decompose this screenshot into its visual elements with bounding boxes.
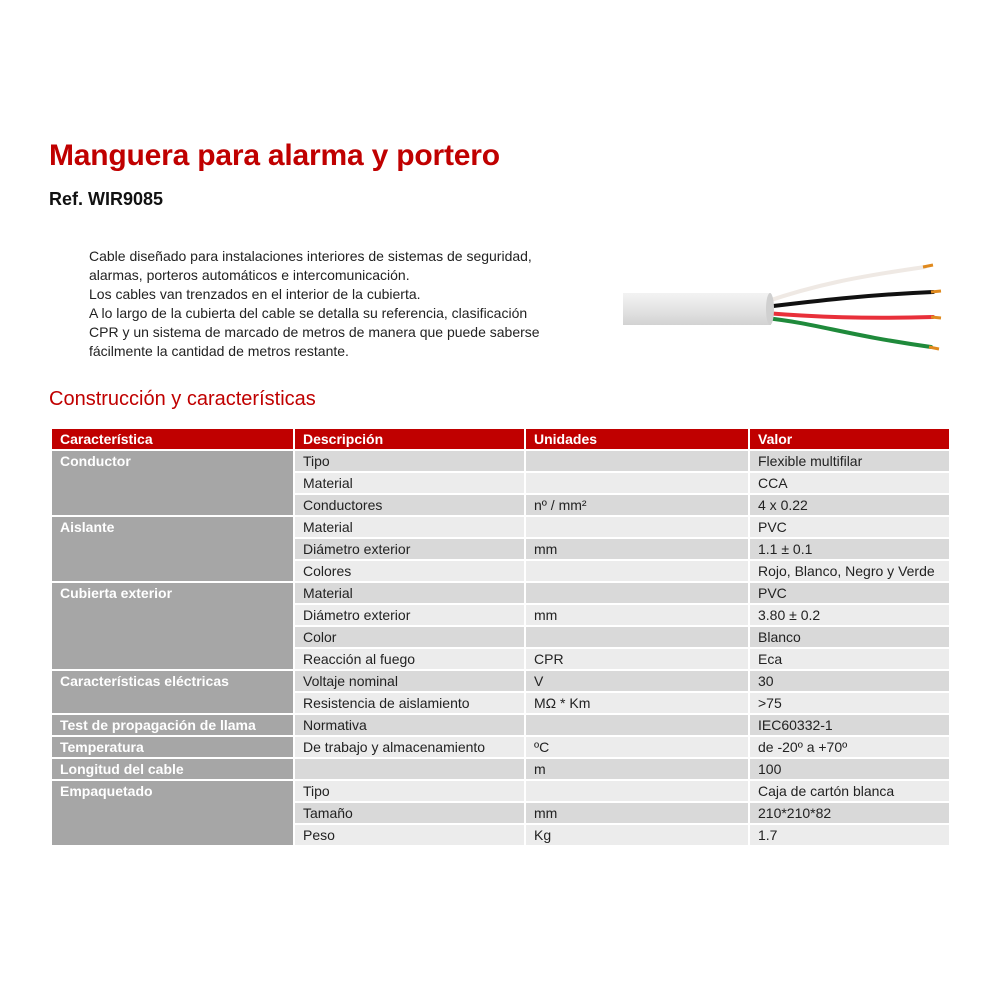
description-cell: Material (294, 472, 525, 494)
value-cell: Flexible multifilar (749, 450, 950, 472)
category-cell: Temperatura (51, 736, 294, 758)
value-cell: 30 (749, 670, 950, 692)
table-row (51, 450, 950, 472)
unit-cell: mm (525, 538, 749, 560)
wire-green (765, 318, 931, 347)
table-row (51, 670, 950, 692)
description-cell: Diámetro exterior (294, 604, 525, 626)
description-cell: Color (294, 626, 525, 648)
unit-cell (525, 626, 749, 648)
unit-cell: m (525, 758, 749, 780)
unit-cell (525, 780, 749, 802)
header-unidades: Unidades (525, 428, 749, 450)
spec-table (50, 427, 951, 847)
value-cell: 3.80 ± 0.2 (749, 604, 950, 626)
header-descripcion: Descripción (294, 428, 525, 450)
table-header-row (51, 428, 950, 450)
category-cell: Conductor (51, 450, 294, 516)
unit-cell (525, 450, 749, 472)
unit-cell: MΩ * Km (525, 692, 749, 714)
table-row (51, 780, 950, 802)
description-cell: Normativa (294, 714, 525, 736)
wire-tip (931, 317, 941, 318)
product-reference: Ref. WIR9085 (49, 189, 164, 209)
description-cell: Tipo (294, 450, 525, 472)
unit-cell (525, 516, 749, 538)
value-cell: Caja de cartón blanca (749, 780, 950, 802)
value-cell: CCA (749, 472, 950, 494)
table-row (51, 582, 950, 604)
wire-red (765, 313, 933, 318)
table-row (51, 758, 950, 780)
value-cell: 210*210*82 (749, 802, 950, 824)
description-cell: Material (294, 582, 525, 604)
cable-jacket-end (766, 293, 774, 325)
unit-cell (525, 560, 749, 582)
page-title: Manguera para alarma y portero (49, 139, 500, 172)
description-cell: Colores (294, 560, 525, 582)
section-title: Construcción y características (49, 388, 316, 410)
description-cell: De trabajo y almacenamiento (294, 736, 525, 758)
cable-icon (615, 255, 955, 355)
description-line: fácilmente la cantidad de metros restante. (89, 343, 349, 359)
table-row (51, 736, 950, 758)
description-cell: Diámetro exterior (294, 538, 525, 560)
unit-cell: mm (525, 802, 749, 824)
value-cell: PVC (749, 582, 950, 604)
unit-cell: Kg (525, 824, 749, 846)
description-line: Cable diseñado para instalaciones interiores de sistemas de seguridad, (89, 248, 532, 264)
description-cell: Tamaño (294, 802, 525, 824)
description-cell: Resistencia de aislamiento (294, 692, 525, 714)
unit-cell (525, 582, 749, 604)
table-row (51, 516, 950, 538)
category-cell: Longitud del cable (51, 758, 294, 780)
description-cell: Material (294, 516, 525, 538)
unit-cell (525, 714, 749, 736)
value-cell: de -20º a +70º (749, 736, 950, 758)
wire-tip (929, 347, 939, 349)
value-cell: 4 x 0.22 (749, 494, 950, 516)
description-line: CPR y un sistema de marcado de metros de manera que puede saberse (89, 324, 540, 340)
description-line: Los cables van trenzados en el interior de la cubierta. (89, 286, 421, 302)
description-cell: Reacción al fuego (294, 648, 525, 670)
header-caracteristica: Característica (51, 428, 294, 450)
value-cell: Eca (749, 648, 950, 670)
cable-jacket (623, 293, 771, 325)
value-cell: 100 (749, 758, 950, 780)
unit-cell: CPR (525, 648, 749, 670)
value-cell: PVC (749, 516, 950, 538)
description-cell (294, 758, 525, 780)
unit-cell: mm (525, 604, 749, 626)
unit-cell: ºC (525, 736, 749, 758)
category-cell: Cubierta exterior (51, 582, 294, 670)
category-cell: Test de propagación de llama (51, 714, 294, 736)
category-cell: Características eléctricas (51, 670, 294, 714)
description-cell: Voltaje nominal (294, 670, 525, 692)
wire-tip (923, 265, 933, 267)
header-valor: Valor (749, 428, 950, 450)
description-cell: Tipo (294, 780, 525, 802)
table-row (51, 714, 950, 736)
value-cell: Rojo, Blanco, Negro y Verde (749, 560, 950, 582)
wire-tip (931, 291, 941, 292)
description-cell: Peso (294, 824, 525, 846)
unit-cell: V (525, 670, 749, 692)
category-cell: Aislante (51, 516, 294, 582)
value-cell: 1.7 (749, 824, 950, 846)
product-description (89, 247, 589, 361)
description-cell: Conductores (294, 494, 525, 516)
description-line: alarmas, porteros automáticos e intercomunicación. (89, 267, 410, 283)
category-cell: Empaquetado (51, 780, 294, 846)
description-line: A lo largo de la cubierta del cable se detalla su referencia, clasificación (89, 305, 528, 321)
value-cell: IEC60332-1 (749, 714, 950, 736)
value-cell: Blanco (749, 626, 950, 648)
unit-cell: nº / mm² (525, 494, 749, 516)
value-cell: >75 (749, 692, 950, 714)
unit-cell (525, 472, 749, 494)
value-cell: 1.1 ± 0.1 (749, 538, 950, 560)
